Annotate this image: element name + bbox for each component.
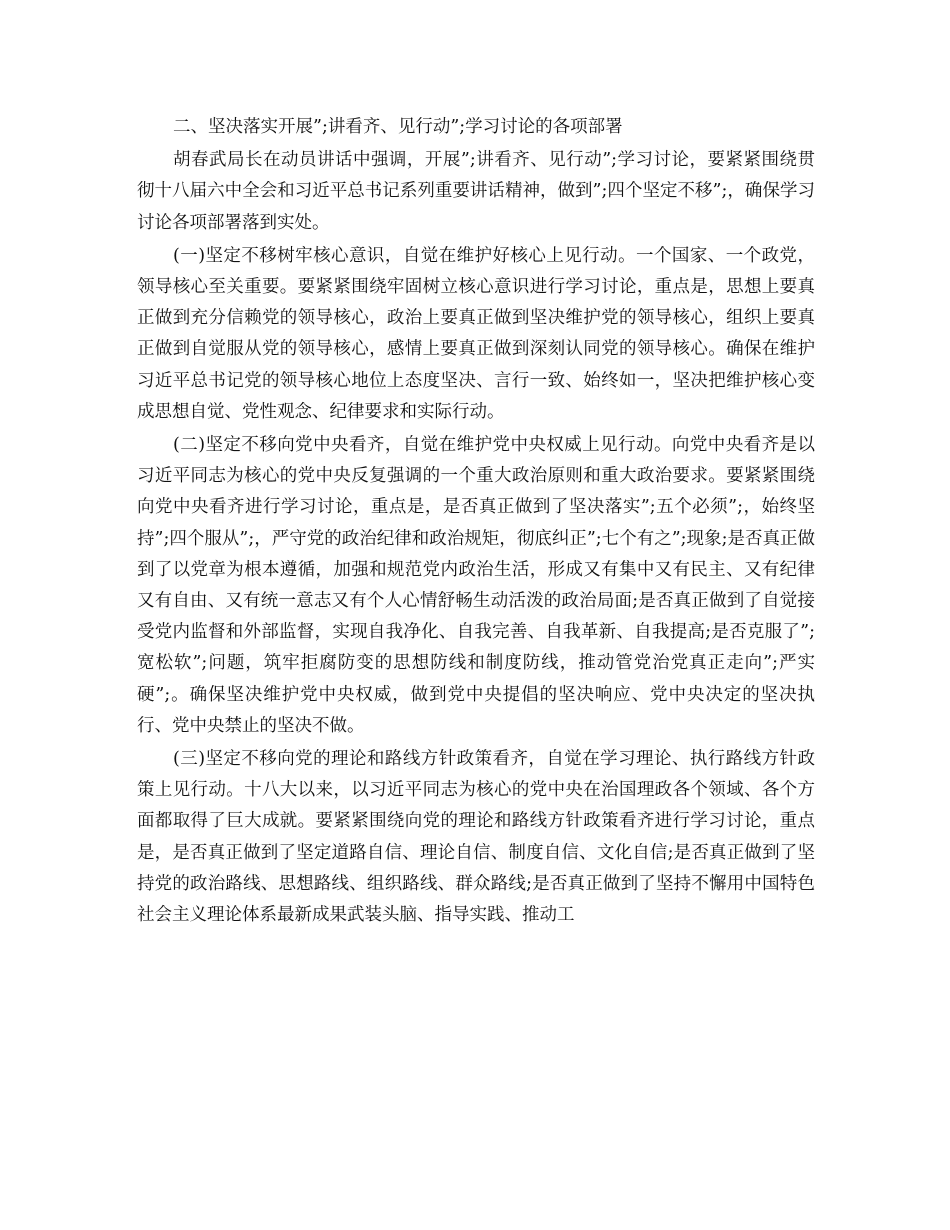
paragraph-point-three: (三)坚定不移向党的理论和路线方针政策看齐，自觉在学习理论、执行路线方针政策上见行动。十八大以来，以习近平同志为核心的党中央在治国理政各个领域、各个方面都取得了巨大成就。要紧紧围绕向党的理论和路线方针政策看齐进行学习讨论，重点是，是否真正做到了坚定道路自信、理论自信、制度自信、文化自信;是否真正做到了坚持党的政治路线、思想路线、组织路线、群众路线;是否真正做到了坚持不懈用中国特色社会主义理论体系最新成果武装头脑、指导实践、推动工 — [137, 749, 815, 926]
section-heading: 二、坚决落实开展”;讲看齐、见行动”;学习讨论的各项部署 — [173, 117, 623, 137]
paragraph-point-two: (二)坚定不移向党中央看齐，自觉在维护党中央权威上见行动。向党中央看齐是以习近平同志为核心的党中央反复强调的一个重大政治原则和重大政治要求。要紧紧围绕向党中央看齐进行学习讨论，重点是，是否真正做到了坚决落实”;五个必须”;，始终坚持”;四个服从”;，严守党的政治纪律和政治规矩，彻底纠正”;七个有之”;现象;是否真正做到了以党章为根本遵循，加强和规范党内政治生活，形成又有集中又有民主、又有纪律又有自由、又有统一意志又有个人心情舒畅生动活泼的政治局面;是否真正做到了自觉接受党内监督和外部监督，实现自我净化、自我完善、自我革新、自我提高;是否克服了”;宽松软”;问题，筑牢拒腐防变的思想防线和制度防线，推动管党治党真正走向”;严实硬”;。确保坚决维护党中央权威，做到党中央提倡的坚决响应、党中央决定的坚决执行、党中央禁止的坚决不做。 — [137, 435, 815, 736]
document-body — [137, 112, 815, 931]
intro-paragraph: 胡春武局长在动员讲话中强调，开展”;讲看齐、见行动”;学习讨论，要紧紧围绕贯彻十八届六中全会和习近平总书记系列重要讲话精神，做到”;四个坚定不移”;，确保学习讨论各项部署落到实处。 — [137, 150, 815, 233]
paragraph-point-one: (一)坚定不移树牢核心意识，自觉在维护好核心上见行动。一个国家、一个政党，领导核心至关重要。要紧紧围绕牢固树立核心意识进行学习讨论，重点是，思想上要真正做到充分信赖党的领导核心，政治上要真正做到坚决维护党的领导核心，组织上要真正做到自觉服从党的领导核心，感情上要真正做到深刻认同党的领导核心。确保在维护习近平总书记党的领导核心地位上态度坚决、言行一致、始终如一，坚决把维护核心变成思想自觉、党性观念、纪律要求和实际行动。 — [137, 245, 815, 422]
